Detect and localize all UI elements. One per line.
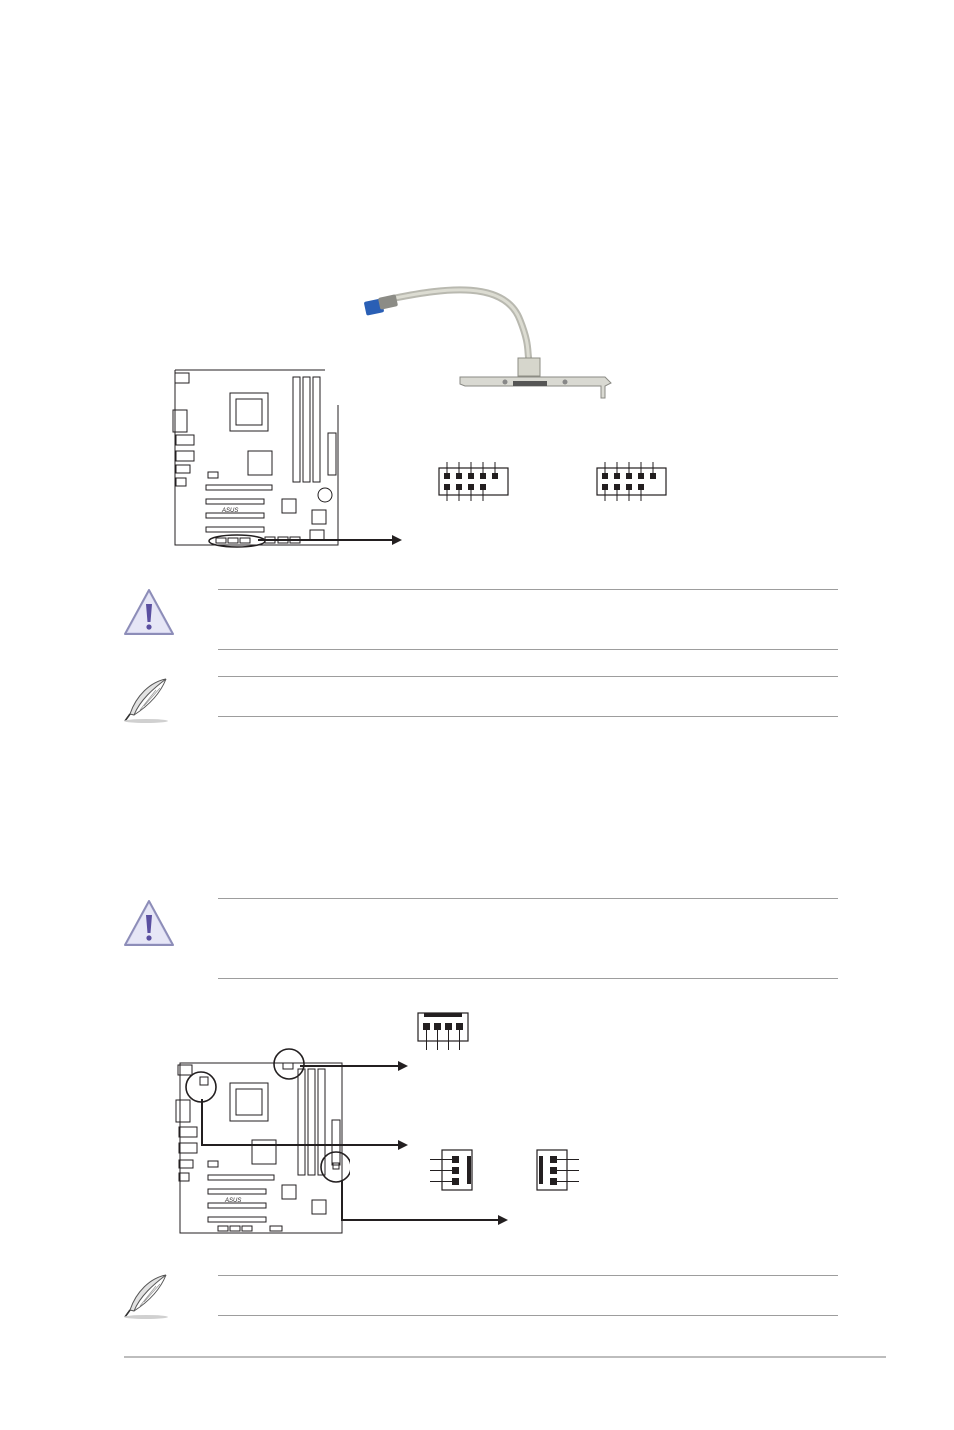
notice-rule-bottom bbox=[218, 978, 838, 979]
caution-triangle-icon bbox=[122, 898, 176, 950]
caution-triangle-icon bbox=[122, 587, 176, 639]
callout-arrow bbox=[258, 534, 403, 546]
notice-rule-top bbox=[218, 1275, 838, 1276]
footer-rule bbox=[124, 1356, 886, 1358]
feather-note-icon bbox=[120, 1272, 172, 1320]
fan-3pin-connector-icon bbox=[430, 1148, 476, 1194]
asus-logo: ASUS bbox=[225, 1198, 242, 1204]
notice-rule-bottom bbox=[218, 716, 838, 717]
fan-3pin-connector-icon bbox=[535, 1148, 581, 1194]
callout-arrow bbox=[200, 1099, 410, 1153]
usb-10pin-header-icon bbox=[436, 460, 516, 502]
usb-10pin-header-icon bbox=[594, 460, 674, 502]
feather-note-icon bbox=[120, 676, 172, 724]
notice-rule-top bbox=[218, 898, 838, 899]
asus-logo: ASUS bbox=[222, 508, 239, 514]
fan-4pin-connector-icon bbox=[414, 1010, 474, 1052]
motherboard-top-diagram bbox=[170, 365, 345, 550]
callout-arrow bbox=[340, 1180, 510, 1228]
callout-arrow bbox=[300, 1060, 410, 1072]
notice-rule-top bbox=[218, 589, 838, 590]
notice-rule-bottom bbox=[218, 1315, 838, 1316]
usb-bracket-cable-icon bbox=[355, 280, 625, 405]
notice-rule-top bbox=[218, 676, 838, 677]
notice-rule-bottom bbox=[218, 649, 838, 650]
